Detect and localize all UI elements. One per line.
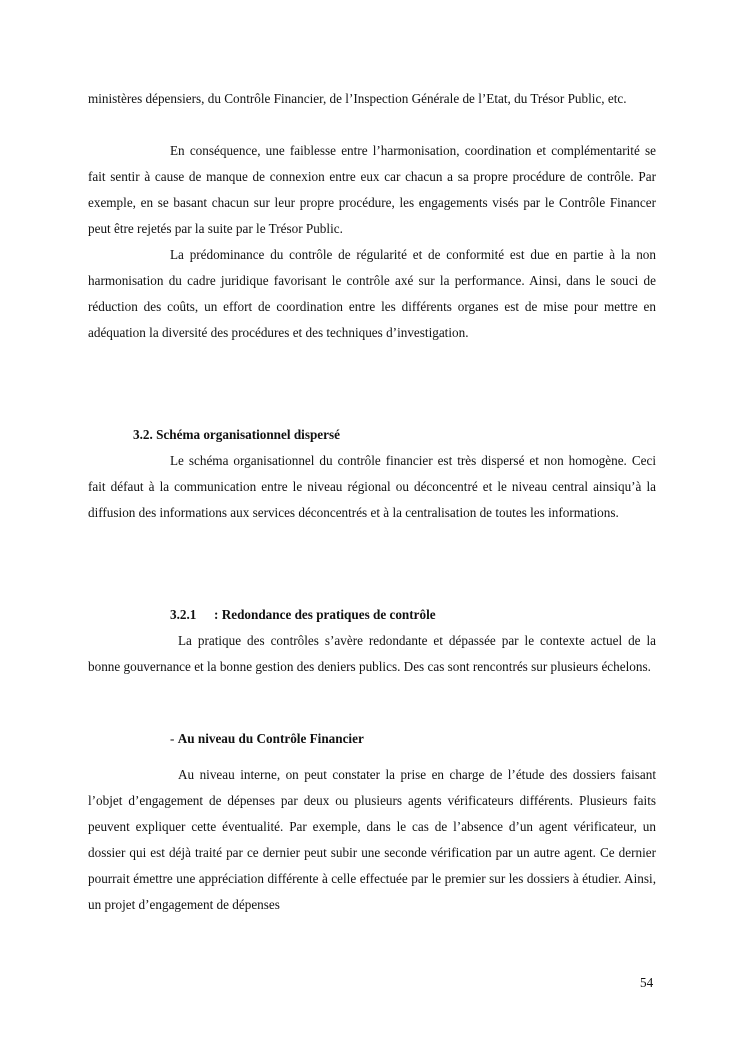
bullet-dash: - [170,731,178,746]
section-number: 3.2.1 [170,607,197,622]
page-number: 54 [640,975,654,990]
paragraph-internal-level: Au niveau interne, on peut constater la prise en charge de l’étude des dossiers faisant l’objet d’engagement de dépenses par deux ou plusieurs agents vérificateurs différents. Plusieurs faits peuvent expliquer cette éventualité. Par exemple, dans le cas de l’absence d’un agent vérificateur, un dossier qui est déjà traité par ce dernier peut subir une seconde vérification par un autre agent. Ce dernier pourrait émettre une appréciation différente à celle effectuée par le premier sur les dossiers à étudier. Ainsi, un projet d’engagement de dépenses [88,767,656,912]
paragraph-schema: Le schéma organisationnel du contrôle financier est très dispersé et non homogène. Ceci fait défaut à la communication entre le niveau régional ou déconcentré et le niveau central ainsiqu’à la diffusion des informations aux services déconcentrés et à la centralisation de toutes les informations. [88,453,656,520]
paragraph-predominance: La prédominance du contrôle de régularité et de conformité est due en partie à la non harmonisation du cadre juridique favorisant le contrôle axé sur la performance. Ainsi, dans le souci de réduction des coûts, un effort de coordination entre les différents organes est de mise pour mettre en adéquation la diversité des procédures et des techniques d’investigation. [88,247,656,340]
section-heading-3-2: 3.2. Schéma organisationnel dispersé [133,427,340,442]
paragraph-consequence: En conséquence, une faiblesse entre l’harmonisation, coordination et complémentarité se fait sentir à cause de manque de connexion entre eux car chacun a sa propre procédure de contrôle. Par exemple, en se basant chacun sur leur propre procédure, les engagements visés par le Contrôle Financer peut être rejetés par la suite par le Trésor Public. [88,143,656,236]
paragraph-intro-continuation: ministères dépensiers, du Contrôle Financier, de l’Inspection Générale de l’Etat, du Trésor Public, etc. [88,91,627,106]
bullet-title: Au niveau du Contrôle Financier [177,731,364,746]
section-heading-3-2-1 [170,602,436,628]
section-title: : Redondance des pratiques de contrôle [214,607,436,622]
paragraph-redundancy: La pratique des contrôles s’avère redondante et dépassée par le contexte actuel de la bonne gouvernance et la bonne gestion des deniers publics. Des cas sont rencontrés sur plusieurs échelons. [88,633,656,674]
bullet-heading-controle-financier [170,726,364,752]
